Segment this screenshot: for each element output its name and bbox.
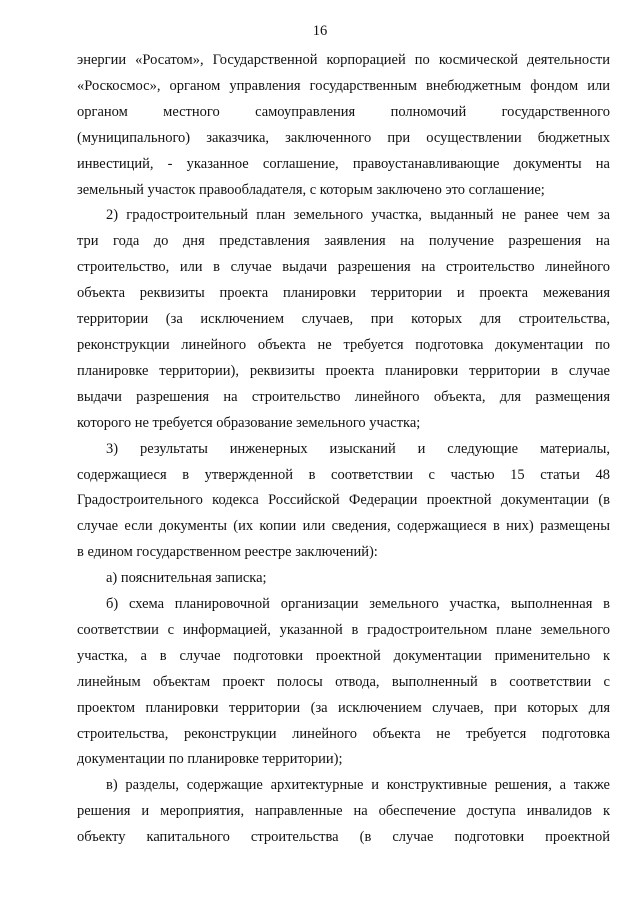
text-line: решения и мероприятия, направленные на обеспечение доступа инвалидов к [77,803,610,820]
text-line: «Роскосмос», органом управления государственным внебюджетным фондом или [77,77,610,94]
text-line: 2) градостроительный план земельного участка, выданный не ранее чем за [106,207,610,224]
text-line: планировке территории), реквизиты проекта планировки территории в случае [77,362,610,379]
text-line: строительство, или в случае выдачи разрешения на строительство линейного [77,259,610,276]
text-line: содержащиеся в утвержденной в соответствии с частью 15 статьи 48 [77,466,610,483]
text-line: б) схема планировочной организации земельного участка, выполненная в [106,596,610,613]
text-line: строительства, реконструкции линейного объекта не требуется подготовка [77,725,610,742]
text-line: территории (за исключением случаев, при которых для строительства, [77,311,610,328]
text-line: в едином государственном реестре заключений): [77,544,378,561]
text-line: объекта реквизиты проекта планировки территории и проекта межевания [77,285,610,302]
text-line: случае если документы (их копии или сведения, содержащиеся в них) размещены [77,518,610,535]
text-line: линейным объектам проект полосы отвода, выполненный в соответствии с [77,673,610,690]
text-line: документации по планировке территории); [77,751,343,768]
text-line: Градостроительного кодекса Российской Федерации проектной документации (в [77,492,610,509]
text-line: энергии «Росатом», Государственной корпорацией по космической деятельности [77,52,610,68]
text-line: реконструкции линейного объекта не требуется подготовка документации по [77,336,610,353]
text-line: проектом планировки территории (за исключением случаев, при которых для [77,699,610,716]
document-body [77,48,610,851]
text-line: объекту капитального строительства (в случае подготовки проектной [77,829,610,846]
page-number: 16 [312,23,328,39]
text-line: которого не требуется образование земельного участка; [77,414,421,431]
text-line: соответствии с информацией, указанной в градостроительном плане земельного [77,621,610,638]
text-line: (муниципального) заказчика, заключенного при осуществлении бюджетных [77,129,610,146]
text-line: инвестиций, - указанное соглашение, правоустанавливающие документы на [77,155,610,172]
text-line: земельный участок правообладателя, с которым заключено это соглашение; [77,181,545,198]
text-line: три года до дня представления заявления на получение разрешения на [77,233,610,250]
text-line: выдачи разрешения на строительство линейного объекта, для размещения [77,388,610,405]
text-line: а) пояснительная записка; [106,570,267,587]
text-line: органом местного самоуправления полномочий государственного [77,103,610,120]
text-line: в) разделы, содержащие архитектурные и конструктивные решения, а также [106,777,610,794]
text-line: 3) результаты инженерных изысканий и следующие материалы, [106,440,610,457]
text-line: участка, а в случае подготовки проектной документации применительно к [77,647,610,664]
